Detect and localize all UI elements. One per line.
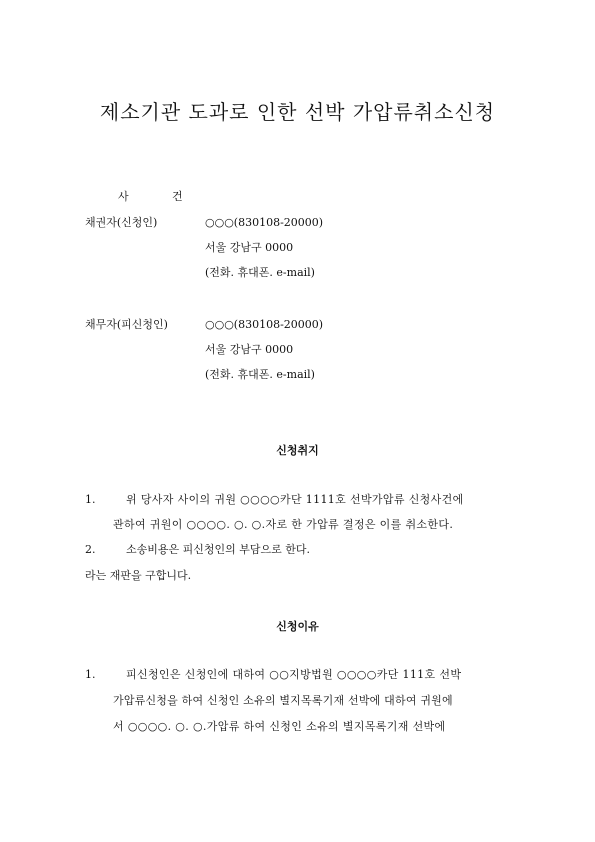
debtor-address: 서울 강남구 0000 xyxy=(205,343,294,356)
reason-item1-line2: 가압류신청을 하여 신청인 소유의 별지목록기재 선박에 대하여 귀원에 xyxy=(113,694,453,707)
creditor-label: 채권자(신청인) xyxy=(85,216,158,229)
debtor-contact: (전화. 휴대폰. e-mail) xyxy=(205,368,315,381)
purpose-item1-line2: 관하여 귀원이 ○○○○. ○. ○.자로 한 가압류 결정은 이를 취소한다. xyxy=(113,518,454,531)
purpose-item2-line1: 소송비용은 피신청인의 부담으로 한다. xyxy=(126,543,311,556)
purpose-item2-number: 2. xyxy=(85,543,96,556)
purpose-item1-line1: 위 당사자 사이의 귀원 ○○○○카단 1111호 선박가압류 신청사건에 xyxy=(126,493,464,506)
debtor-name: ○○○(830108-20000) xyxy=(205,318,324,331)
creditor-contact: (전화. 휴대폰. e-mail) xyxy=(205,266,315,279)
document-title: 제소기관 도과로 인한 선박 가압류취소신청 xyxy=(99,100,496,124)
case-label-2: 건 xyxy=(172,190,183,203)
debtor-label: 채무자(피신청인) xyxy=(85,318,168,331)
purpose-closing: 라는 재판을 구합니다. xyxy=(85,569,192,582)
purpose-item1-number: 1. xyxy=(85,493,96,506)
reason-item1-line3: 서 ○○○○. ○. ○.가압류 하여 신청인 소유의 별지목록기재 선박에 xyxy=(113,720,446,733)
creditor-name: ○○○(830108-20000) xyxy=(205,216,324,229)
case-label-1: 사 xyxy=(118,190,129,203)
creditor-address: 서울 강남구 0000 xyxy=(205,241,294,254)
reason-heading: 신청이유 xyxy=(276,620,319,633)
reason-item1-line1: 피신청인은 신청인에 대하여 ○○지방법원 ○○○○카단 111호 선박 xyxy=(126,668,462,681)
reason-item1-number: 1. xyxy=(85,668,96,681)
purpose-heading: 신청취지 xyxy=(276,444,319,457)
